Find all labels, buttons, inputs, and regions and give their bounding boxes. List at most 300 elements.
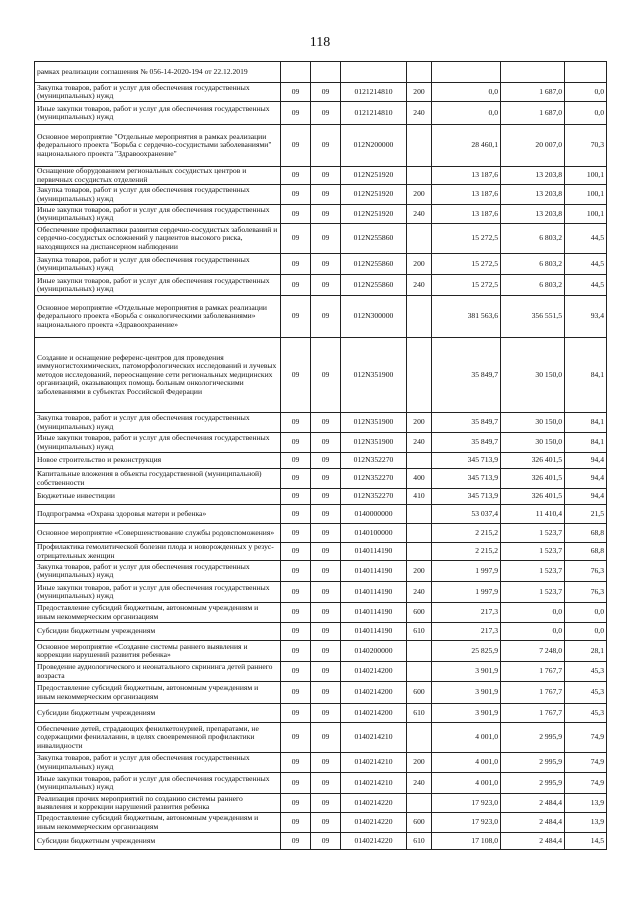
expense-type-code — [407, 662, 432, 682]
section-code: 09 — [281, 185, 311, 205]
target-article-code: 012N255860 — [341, 275, 407, 296]
executed-amount: 6 803,2 — [501, 254, 565, 275]
executed-amount: 2 995,9 — [501, 753, 565, 773]
target-article-code: 0140114190 — [341, 603, 407, 623]
row-name: Основное мероприятие «Создание системы раннего выявления и коррекции нарушений развития ребенка» — [35, 641, 281, 662]
target-article-code: 0140200000 — [341, 641, 407, 662]
planned-amount: 13 187,6 — [432, 205, 501, 224]
execution-percent: 45,3 — [565, 682, 607, 704]
section-code: 09 — [281, 662, 311, 682]
table-row — [35, 469, 607, 489]
planned-amount: 3 901,9 — [432, 662, 501, 682]
planned-amount: 35 849,7 — [432, 433, 501, 453]
execution-percent: 0,0 — [565, 102, 607, 125]
section-code: 09 — [281, 224, 311, 254]
section-code: 09 — [281, 582, 311, 603]
planned-amount: 15 272,5 — [432, 275, 501, 296]
table-row — [35, 561, 607, 582]
executed-amount: 30 150,0 — [501, 338, 565, 413]
row-name: Субсидии бюджетным учреждениям — [35, 704, 281, 723]
executed-amount: 30 150,0 — [501, 433, 565, 453]
planned-amount: 17 923,0 — [432, 794, 501, 813]
subsection-code: 09 — [311, 723, 341, 753]
section-code: 09 — [281, 453, 311, 469]
planned-amount: 53 037,4 — [432, 505, 501, 524]
planned-amount: 0,0 — [432, 83, 501, 102]
execution-percent: 44,5 — [565, 275, 607, 296]
table-row — [35, 794, 607, 813]
executed-amount: 1 523,7 — [501, 561, 565, 582]
target-article-code: 012N255860 — [341, 254, 407, 275]
planned-amount: 345 713,9 — [432, 453, 501, 469]
row-name: Закупка товаров, работ и услуг для обеспечения государственных (муниципальных) нужд — [35, 561, 281, 582]
executed-amount: 1 767,7 — [501, 662, 565, 682]
table-row — [35, 813, 607, 833]
section-code: 09 — [281, 505, 311, 524]
execution-percent: 68,8 — [565, 543, 607, 561]
row-name: Проведение аудиологического и неонатального скрининга детей раннего возраста — [35, 662, 281, 682]
subsection-code: 09 — [311, 662, 341, 682]
row-name: Реализация прочих мероприятий по созданию системы раннего выявления и коррекции нарушений развития ребенка — [35, 794, 281, 813]
table-row — [35, 641, 607, 662]
expense-type-code: 610 — [407, 833, 432, 850]
section-code: 09 — [281, 682, 311, 704]
section-code: 09 — [281, 723, 311, 753]
table-row — [35, 275, 607, 296]
execution-percent — [565, 62, 607, 83]
table-row — [35, 704, 607, 723]
execution-percent: 84,1 — [565, 413, 607, 433]
subsection-code: 09 — [311, 753, 341, 773]
section-code: 09 — [281, 833, 311, 850]
planned-amount: 3 901,9 — [432, 704, 501, 723]
table-row — [35, 433, 607, 453]
table-row — [35, 753, 607, 773]
target-article-code: 0140100000 — [341, 524, 407, 543]
target-article-code: 0140214210 — [341, 753, 407, 773]
planned-amount: 28 460,1 — [432, 125, 501, 167]
executed-amount: 326 401,5 — [501, 469, 565, 489]
section-code: 09 — [281, 603, 311, 623]
expense-type-code — [407, 543, 432, 561]
executed-amount: 7 248,0 — [501, 641, 565, 662]
table-row — [35, 205, 607, 224]
executed-amount — [501, 62, 565, 83]
section-code: 09 — [281, 413, 311, 433]
executed-amount: 13 203,8 — [501, 185, 565, 205]
planned-amount: 13 187,6 — [432, 185, 501, 205]
target-article-code: 0140214200 — [341, 662, 407, 682]
execution-percent: 45,3 — [565, 704, 607, 723]
executed-amount: 1 523,7 — [501, 524, 565, 543]
planned-amount — [432, 62, 501, 83]
expense-type-code — [407, 338, 432, 413]
executed-amount: 0,0 — [501, 623, 565, 641]
expense-type-code: 410 — [407, 489, 432, 505]
planned-amount: 1 997,9 — [432, 582, 501, 603]
planned-amount: 3 901,9 — [432, 682, 501, 704]
expense-type-code — [407, 62, 432, 83]
section-code — [281, 62, 311, 83]
expense-type-code: 240 — [407, 433, 432, 453]
row-name: Закупка товаров, работ и услуг для обеспечения государственных (муниципальных) нужд — [35, 753, 281, 773]
row-name: Обеспечение детей, страдающих фенилкетонурией, препаратами, не содержащими фенилаланин, в целях своевременной профилактики инвалидности — [35, 723, 281, 753]
table-row — [35, 489, 607, 505]
execution-percent: 100,1 — [565, 205, 607, 224]
subsection-code: 09 — [311, 603, 341, 623]
subsection-code: 09 — [311, 682, 341, 704]
execution-percent: 70,3 — [565, 125, 607, 167]
expense-type-code: 200 — [407, 561, 432, 582]
execution-percent: 44,5 — [565, 254, 607, 275]
row-name: Профилактика гемолитической болезни плода и новорожденных у резус-отрицательных женщин — [35, 543, 281, 561]
section-code: 09 — [281, 125, 311, 167]
planned-amount: 4 001,0 — [432, 773, 501, 794]
row-name: рамках реализации соглашения № 056-14-2020-194 от 22.12.2019 — [35, 62, 281, 83]
row-name: Закупка товаров, работ и услуг для обеспечения государственных (муниципальных) нужд — [35, 413, 281, 433]
row-name: Обеспечение профилактики развития сердечно-сосудистых заболеваний и сердечно-сосудистых осложнений у пациентов высокого риска, находящихся на диспансерном наблюдении — [35, 224, 281, 254]
row-name: Иные закупки товаров, работ и услуг для обеспечения государственных (муниципальных) нужд — [35, 773, 281, 794]
section-code: 09 — [281, 205, 311, 224]
executed-amount: 2 995,9 — [501, 773, 565, 794]
execution-percent: 44,5 — [565, 224, 607, 254]
section-code: 09 — [281, 254, 311, 275]
expense-type-code — [407, 723, 432, 753]
subsection-code: 09 — [311, 543, 341, 561]
planned-amount: 2 215,2 — [432, 524, 501, 543]
executed-amount: 30 150,0 — [501, 413, 565, 433]
planned-amount: 1 997,9 — [432, 561, 501, 582]
section-code: 09 — [281, 704, 311, 723]
section-code: 09 — [281, 338, 311, 413]
expense-type-code: 600 — [407, 813, 432, 833]
table-row — [35, 505, 607, 524]
expense-type-code — [407, 505, 432, 524]
table-row — [35, 125, 607, 167]
expense-type-code: 200 — [407, 254, 432, 275]
execution-percent: 94,4 — [565, 489, 607, 505]
expense-type-code: 240 — [407, 102, 432, 125]
row-name: Оснащение оборудованием региональных сосудистых центров и первичных сосудистых отделений — [35, 167, 281, 185]
table-row — [35, 603, 607, 623]
execution-percent: 76,3 — [565, 582, 607, 603]
section-code: 09 — [281, 167, 311, 185]
target-article-code — [341, 62, 407, 83]
executed-amount: 326 401,5 — [501, 489, 565, 505]
executed-amount: 356 551,5 — [501, 296, 565, 338]
section-code: 09 — [281, 623, 311, 641]
planned-amount: 17 923,0 — [432, 813, 501, 833]
executed-amount: 6 803,2 — [501, 224, 565, 254]
target-article-code: 012N351900 — [341, 433, 407, 453]
target-article-code: 0140114190 — [341, 623, 407, 641]
section-code: 09 — [281, 433, 311, 453]
section-code: 09 — [281, 489, 311, 505]
expense-type-code — [407, 125, 432, 167]
planned-amount: 35 849,7 — [432, 338, 501, 413]
planned-amount: 25 825,9 — [432, 641, 501, 662]
target-article-code: 012N351900 — [341, 338, 407, 413]
target-article-code: 012N200000 — [341, 125, 407, 167]
row-name: Предоставление субсидий бюджетным, автономным учреждениям и иным некоммерческим организациям — [35, 682, 281, 704]
target-article-code: 0140114190 — [341, 543, 407, 561]
executed-amount: 13 203,8 — [501, 205, 565, 224]
subsection-code: 09 — [311, 489, 341, 505]
table-row — [35, 524, 607, 543]
section-code: 09 — [281, 794, 311, 813]
row-name: Капитальные вложения в объекты государственной (муниципальной) собственности — [35, 469, 281, 489]
section-code: 09 — [281, 102, 311, 125]
target-article-code: 012N251920 — [341, 205, 407, 224]
expense-type-code: 200 — [407, 185, 432, 205]
target-article-code: 012N351900 — [341, 413, 407, 433]
expense-type-code — [407, 794, 432, 813]
subsection-code: 09 — [311, 623, 341, 641]
row-name: Закупка товаров, работ и услуг для обеспечения государственных (муниципальных) нужд — [35, 185, 281, 205]
executed-amount: 1 687,0 — [501, 102, 565, 125]
executed-amount: 6 803,2 — [501, 275, 565, 296]
subsection-code: 09 — [311, 224, 341, 254]
row-name: Субсидии бюджетным учреждениям — [35, 623, 281, 641]
execution-percent: 84,1 — [565, 433, 607, 453]
expense-type-code — [407, 224, 432, 254]
table-row — [35, 413, 607, 433]
expense-type-code — [407, 524, 432, 543]
table-row — [35, 296, 607, 338]
target-article-code: 012N255860 — [341, 224, 407, 254]
expense-type-code — [407, 296, 432, 338]
executed-amount: 1 523,7 — [501, 582, 565, 603]
planned-amount: 217,3 — [432, 623, 501, 641]
subsection-code: 09 — [311, 469, 341, 489]
subsection-code: 09 — [311, 433, 341, 453]
budget-table — [34, 61, 607, 850]
expense-type-code: 240 — [407, 582, 432, 603]
table-row — [35, 62, 607, 83]
expense-type-code: 240 — [407, 773, 432, 794]
executed-amount: 2 484,4 — [501, 813, 565, 833]
executed-amount: 2 995,9 — [501, 723, 565, 753]
table-row — [35, 623, 607, 641]
expense-type-code — [407, 453, 432, 469]
expense-type-code — [407, 641, 432, 662]
subsection-code: 09 — [311, 296, 341, 338]
table-row — [35, 167, 607, 185]
table-row — [35, 662, 607, 682]
row-name: Основное мероприятие «Отдельные мероприятия в рамках реализации федерального проекта «Борьба с онкологическими заболеваниями» национального проекта «Здравоохранение» — [35, 296, 281, 338]
row-name: Иные закупки товаров, работ и услуг для обеспечения государственных (муниципальных) нужд — [35, 275, 281, 296]
table-row — [35, 102, 607, 125]
row-name: Закупка товаров, работ и услуг для обеспечения государственных (муниципальных) нужд — [35, 254, 281, 275]
section-code: 09 — [281, 543, 311, 561]
planned-amount: 4 001,0 — [432, 753, 501, 773]
table-row — [35, 543, 607, 561]
subsection-code: 09 — [311, 773, 341, 794]
target-article-code: 012N251920 — [341, 185, 407, 205]
subsection-code — [311, 62, 341, 83]
execution-percent: 13,9 — [565, 813, 607, 833]
row-name: Предоставление субсидий бюджетным, автономным учреждениям и иным некоммерческим организациям — [35, 603, 281, 623]
expense-type-code: 600 — [407, 603, 432, 623]
planned-amount: 17 108,0 — [432, 833, 501, 850]
executed-amount: 20 007,0 — [501, 125, 565, 167]
row-name: Закупка товаров, работ и услуг для обеспечения государственных (муниципальных) нужд — [35, 83, 281, 102]
row-name: Бюджетные инвестиции — [35, 489, 281, 505]
subsection-code: 09 — [311, 561, 341, 582]
table-row — [35, 254, 607, 275]
target-article-code: 0140214220 — [341, 833, 407, 850]
table-row — [35, 453, 607, 469]
subsection-code: 09 — [311, 813, 341, 833]
subsection-code: 09 — [311, 254, 341, 275]
executed-amount: 326 401,5 — [501, 453, 565, 469]
executed-amount: 1 687,0 — [501, 83, 565, 102]
planned-amount: 345 713,9 — [432, 489, 501, 505]
target-article-code: 012N352270 — [341, 453, 407, 469]
execution-percent: 74,9 — [565, 773, 607, 794]
planned-amount: 35 849,7 — [432, 413, 501, 433]
row-name: Основное мероприятие "Отдельные мероприятия в рамках реализации федерального проекта "Борьба с сердечно-сосудистыми заболеваниями" национального проекта "Здравоохранение" — [35, 125, 281, 167]
execution-percent: 100,1 — [565, 167, 607, 185]
expense-type-code — [407, 167, 432, 185]
executed-amount: 2 484,4 — [501, 794, 565, 813]
page-number: 118 — [309, 35, 331, 50]
planned-amount: 15 272,5 — [432, 254, 501, 275]
planned-amount: 381 563,6 — [432, 296, 501, 338]
subsection-code: 09 — [311, 102, 341, 125]
subsection-code: 09 — [311, 704, 341, 723]
execution-percent: 94,4 — [565, 469, 607, 489]
section-code: 09 — [281, 469, 311, 489]
target-article-code: 0140214200 — [341, 704, 407, 723]
subsection-code: 09 — [311, 641, 341, 662]
executed-amount: 1 767,7 — [501, 682, 565, 704]
row-name: Новое строительство и реконструкция — [35, 453, 281, 469]
execution-percent: 84,1 — [565, 338, 607, 413]
target-article-code: 0121214810 — [341, 102, 407, 125]
section-code: 09 — [281, 753, 311, 773]
section-code: 09 — [281, 83, 311, 102]
subsection-code: 09 — [311, 167, 341, 185]
target-article-code: 012N352270 — [341, 489, 407, 505]
table-row — [35, 682, 607, 704]
execution-percent: 93,4 — [565, 296, 607, 338]
expense-type-code: 610 — [407, 623, 432, 641]
execution-percent: 0,0 — [565, 83, 607, 102]
execution-percent: 74,9 — [565, 723, 607, 753]
planned-amount: 0,0 — [432, 102, 501, 125]
execution-percent: 0,0 — [565, 623, 607, 641]
target-article-code: 0140214210 — [341, 773, 407, 794]
executed-amount: 1 767,7 — [501, 704, 565, 723]
planned-amount: 13 187,6 — [432, 167, 501, 185]
execution-percent: 68,8 — [565, 524, 607, 543]
subsection-code: 09 — [311, 582, 341, 603]
execution-percent: 0,0 — [565, 603, 607, 623]
expense-type-code: 600 — [407, 682, 432, 704]
execution-percent: 45,3 — [565, 662, 607, 682]
row-name: Субсидии бюджетным учреждениям — [35, 833, 281, 850]
section-code: 09 — [281, 773, 311, 794]
subsection-code: 09 — [311, 275, 341, 296]
planned-amount: 4 001,0 — [432, 723, 501, 753]
table-row — [35, 338, 607, 413]
expense-type-code: 200 — [407, 413, 432, 433]
section-code: 09 — [281, 561, 311, 582]
target-article-code: 0140114190 — [341, 582, 407, 603]
expense-type-code: 400 — [407, 469, 432, 489]
planned-amount: 2 215,2 — [432, 543, 501, 561]
executed-amount: 2 484,4 — [501, 833, 565, 850]
subsection-code: 09 — [311, 524, 341, 543]
execution-percent: 28,1 — [565, 641, 607, 662]
subsection-code: 09 — [311, 794, 341, 813]
row-name: Создание и оснащение референс-центров для проведения иммуногистохимических, патоморфологических исследований и лучевых методов исследований, переоснащение сети региональных медицинских организаций, оказывающих помощь больным онкологическими заболеваниями в субъектах Российской Федерации — [35, 338, 281, 413]
expense-type-code: 200 — [407, 753, 432, 773]
target-article-code: 0140214220 — [341, 794, 407, 813]
planned-amount: 345 713,9 — [432, 469, 501, 489]
row-name: Иные закупки товаров, работ и услуг для обеспечения государственных (муниципальных) нужд — [35, 433, 281, 453]
target-article-code: 0140214200 — [341, 682, 407, 704]
subsection-code: 09 — [311, 505, 341, 524]
row-name: Предоставление субсидий бюджетным, автономным учреждениям и иным некоммерческим организациям — [35, 813, 281, 833]
target-article-code: 012N300000 — [341, 296, 407, 338]
row-name: Иные закупки товаров, работ и услуг для обеспечения государственных (муниципальных) нужд — [35, 582, 281, 603]
execution-percent: 14,5 — [565, 833, 607, 850]
section-code: 09 — [281, 296, 311, 338]
target-article-code: 012N352270 — [341, 469, 407, 489]
table-row — [35, 833, 607, 850]
table-row — [35, 83, 607, 102]
subsection-code: 09 — [311, 125, 341, 167]
subsection-code: 09 — [311, 453, 341, 469]
planned-amount: 15 272,5 — [432, 224, 501, 254]
expense-type-code: 610 — [407, 704, 432, 723]
executed-amount: 13 203,8 — [501, 167, 565, 185]
section-code: 09 — [281, 275, 311, 296]
executed-amount: 0,0 — [501, 603, 565, 623]
target-article-code: 012N251920 — [341, 167, 407, 185]
execution-percent: 100,1 — [565, 185, 607, 205]
planned-amount: 217,3 — [432, 603, 501, 623]
executed-amount: 11 410,4 — [501, 505, 565, 524]
expense-type-code: 200 — [407, 83, 432, 102]
section-code: 09 — [281, 641, 311, 662]
subsection-code: 09 — [311, 338, 341, 413]
execution-percent: 76,3 — [565, 561, 607, 582]
target-article-code: 0140214210 — [341, 723, 407, 753]
execution-percent: 74,9 — [565, 753, 607, 773]
target-article-code: 0121214810 — [341, 83, 407, 102]
subsection-code: 09 — [311, 413, 341, 433]
row-name: Иные закупки товаров, работ и услуг для обеспечения государственных (муниципальных) нужд — [35, 102, 281, 125]
table-row — [35, 185, 607, 205]
expense-type-code: 240 — [407, 275, 432, 296]
expense-type-code: 240 — [407, 205, 432, 224]
subsection-code: 09 — [311, 185, 341, 205]
target-article-code: 0140114190 — [341, 561, 407, 582]
table-row — [35, 773, 607, 794]
execution-percent: 94,4 — [565, 453, 607, 469]
section-code: 09 — [281, 524, 311, 543]
table-row — [35, 224, 607, 254]
execution-percent: 13,9 — [565, 794, 607, 813]
subsection-code: 09 — [311, 833, 341, 850]
target-article-code: 0140214220 — [341, 813, 407, 833]
row-name: Основное мероприятие «Совершенствование службы родовспоможения» — [35, 524, 281, 543]
table-row — [35, 582, 607, 603]
row-name: Иные закупки товаров, работ и услуг для обеспечения государственных (муниципальных) нужд — [35, 205, 281, 224]
